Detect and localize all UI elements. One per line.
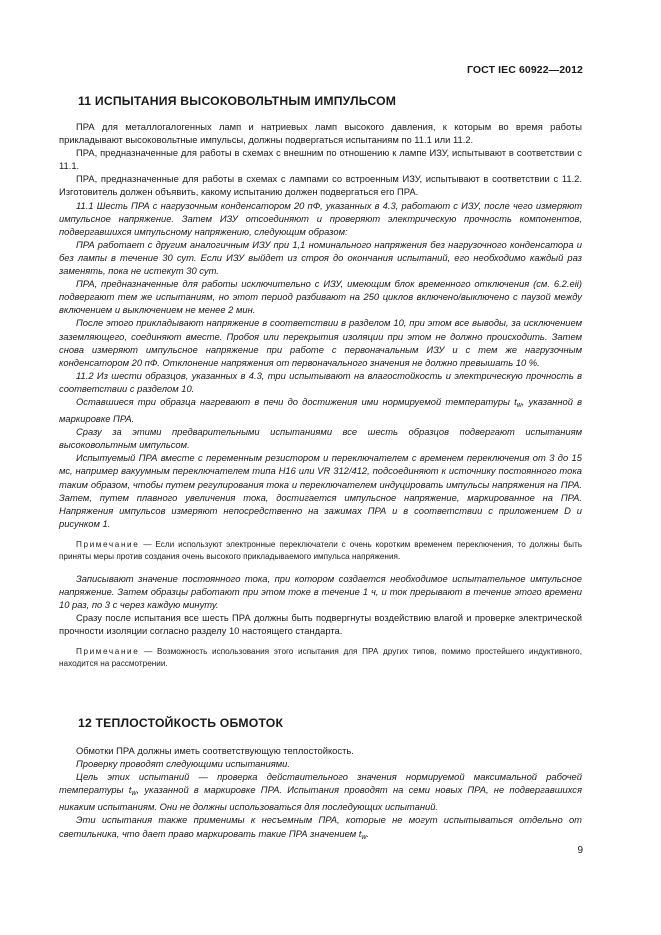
note-text: — Если используют электронные переключатели с очень коротким временем переключения, то должны быть приняты меры против создания очень высокого прикладываемого импульса напряжения.	[59, 539, 582, 561]
paragraph: ПРА, предназначенные для работы в схемах с лампами со встроенным ИЗУ, испытывают в соответствии с 11.2. Изготовитель должен объявить, какому испытанию должен подвергаться его ПРА.	[59, 173, 582, 198]
paragraph: Сразу после испытания все шесть ПРА должны быть подвергнуты воздействию влагой и проверке электрической прочности изоляции согласно разделу 10 настоящего стандарта.	[59, 612, 582, 637]
note-text: — Возможность использования этого испытания для ПРА других типов, помимо простейшего индуктивного, находится на рассмотрении.	[59, 647, 582, 669]
text-run: , указанной в маркировке ПРА.	[59, 395, 582, 425]
section-12-title: 12 ТЕПЛОСТОЙКОСТЬ ОБМОТОК	[78, 716, 284, 730]
paragraph	[59, 395, 582, 425]
paragraph: Обмотки ПРА должны иметь соответствующую теплостойкость.	[76, 745, 354, 756]
paragraph: ПРА для металлогалогенных ламп и натриевых ламп высокого давления, к которым во время работы прикладывают высоковольтные импульсы, должны подвергаться испытаниям по 11.1 или 11.2.	[59, 121, 582, 146]
page-number: 9	[577, 845, 583, 856]
paragraph: Испытуемый ПРА вместе с переменным резистором и переключателем с временем переключения от 3 до 15 мс, например вакуумным переключателем типа H16 или VR 312/412, подсоединяют к источнику постоянного тока таким образом, чтобы путем регулирования тока и переключателем индуцировать импульсы напряжения на ПРА. Затем, путем плавного увеличения тока, достигается импульсное напряжение, маркированное на ПРА. Напряжения импульсов измеряют непосредственно на зажимах ПРА и в соответствии с приложением D и рисунком 1.	[59, 452, 582, 529]
subscript: w	[516, 401, 522, 409]
section-11-body	[59, 120, 582, 679]
paragraph: ПРА, предназначенные для работы исключительно с ИЗУ, имеющим блок временного отключения (см. 6.2.еii) подвергают тем же испытаниям, но этот период разбивают на 250 циклов включено/выключено с паузой между включением и выключением не менее 2 мин.	[59, 278, 582, 316]
paragraph: 11.1 Шесть ПРА с нагрузочным конденсатором 20 пФ, указанных в 4.3, работают с ИЗУ, после чего измеряют импульсное напряжение. Затем ИЗУ отсоединяют и проверяют электрическую прочность компонентов, подвергавшихся импульсному напряжению, следующим образом:	[59, 199, 582, 237]
text-run: Оставшиеся три образца нагревают в печи до достижения ими нормируемой температуры t	[76, 395, 517, 407]
subscript: w	[131, 790, 137, 798]
paragraph: 11.2 Из шести образцов, указанных в 4.3, три испытывают на влагостойкость и электрическую прочность в соответствии с разделом 10.	[59, 369, 582, 394]
text-run: Эти испытания также применимы к несъемным ПРА, которые не могут испытываться отдельно от светильника, что дает право маркировать такие ПРА значением t	[59, 814, 582, 839]
paragraph	[59, 813, 582, 843]
text-run: Цель этих испытаний — проверка действительного значения нормируемой максимальной рабочей температуры t	[59, 771, 582, 796]
note	[59, 539, 582, 563]
paragraph	[59, 770, 582, 813]
section-12-body	[59, 744, 582, 844]
note	[59, 646, 582, 670]
paragraph: Сразу за этими предварительными испытаниями все шесть образцов подвергают испытаниям высоковольтным импульсом.	[59, 426, 582, 451]
paragraph: ПРА, предназначенные для работы в схемах с внешним по отношению к лампе ИЗУ, испытывают в соответствии с 11.1.	[59, 147, 582, 172]
note-label: Примечание	[76, 647, 140, 657]
text-run: , указанной в маркировке ПРА. Испытания проводят на семи новых ПРА, не подвергавшихся никаким испытаниям. Они не должны использоваться для последующих испытаний.	[59, 784, 583, 813]
subscript: w	[361, 833, 367, 841]
note-label: Примечание	[76, 539, 140, 549]
paragraph: После этого прикладывают напряжение в соответствии в разделом 10, при этом все выводы, за исключением заземляющего, соединяют вместе. Пробоя или перекрытия изоляции при этом не должно происходить. Затем снова измеряют импульсное напряжение при работе с первоначальным ИЗУ и с тем же нагрузочным конденсатором 20 пФ. Отклонение напряжения от первоначального значения не должно превышать 10 %.	[59, 317, 582, 368]
standard-code: ГОСТ IEC 60922—2012	[466, 64, 583, 76]
paragraph: Записывают значение постоянного тока, при котором создается необходимое испытательное импульсное напряжение. Затем образцы работают при этом токе в течение 1 ч, и ток прерывают в течение этого времени 10 раз, по 3 с через каждую минуту.	[59, 572, 582, 611]
paragraph: Проверку проводят следующими испытаниями.	[76, 758, 290, 770]
section-11-title: 11 ИСПЫТАНИЯ ВЫСОКОВОЛЬТНЫМ ИМПУЛЬСОМ	[78, 94, 397, 108]
paragraph: ПРА работает с другим аналогичным ИЗУ при 1,1 номинального напряжения без нагрузочного конденсатора и без лампы в течение 30 сут. Если ИЗУ выйдет из строя до окончания испытаний, его необходимо каждый раз заменять, пока не истекут 30 сут.	[59, 238, 582, 277]
text-run: .	[366, 827, 370, 839]
